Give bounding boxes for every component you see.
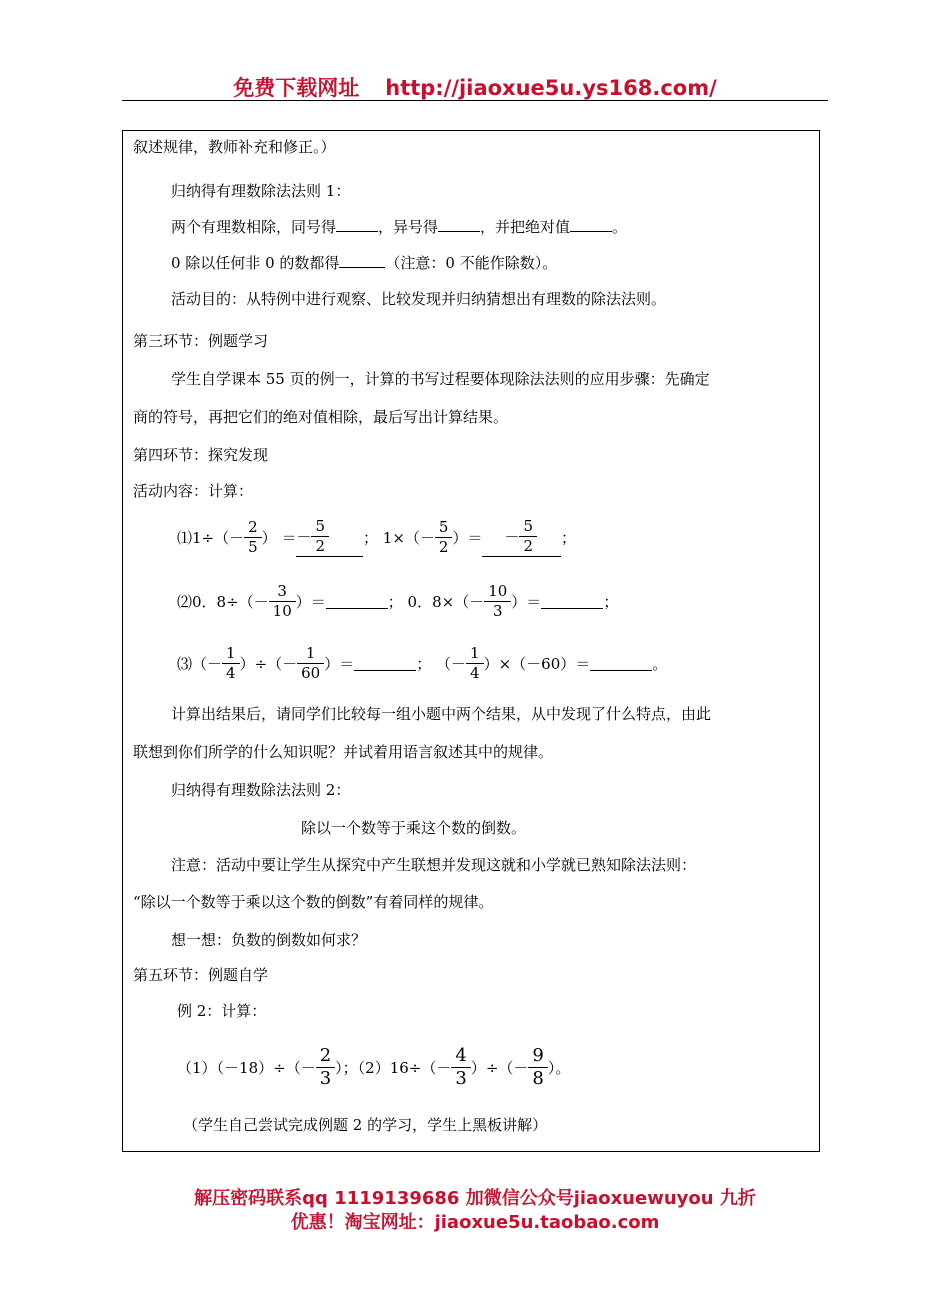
text-line: 叙述规律，教师补充和修正。）	[133, 138, 336, 156]
page-header	[0, 72, 950, 102]
answer-blank[interactable]	[326, 594, 388, 609]
header-url-link[interactable]: http://jiaoxue5u.ys168.com/	[385, 76, 717, 100]
fraction: $\frac{1}{60}$	[299, 644, 322, 683]
activity-purpose: 活动目的：从特例中进行观察、比较发现并归纳猜想出有理数的除法法则。	[171, 290, 667, 308]
answer-blank[interactable]	[590, 656, 652, 671]
fraction: $\frac{9}{8}$	[530, 1045, 545, 1090]
answer-blank[interactable]	[570, 217, 612, 232]
rule1-statement: 两个有理数相除，同号得 ，异号得 ，并把绝对值 。	[171, 218, 628, 236]
section-4-heading: 第四环节：探究发现	[133, 446, 269, 464]
fraction: $\frac{5}{2}$	[437, 518, 451, 557]
header-rule	[122, 100, 828, 101]
example-2-label: 例 2：计算：	[177, 1002, 267, 1020]
fraction: $\frac{2}{3}$	[318, 1045, 333, 1090]
text-line: 学生自学课本 55 页的例一，计算的书写过程要体现除法法则的应用步骤：先确定	[171, 370, 710, 388]
note-line: 注意：活动中要让学生从探究中产生联想并发现这就和小学就已熟知除法法则：	[171, 856, 697, 874]
fraction: $\frac{5}{2}$	[313, 517, 327, 556]
answer-blank[interactable]	[339, 253, 385, 268]
think-question: 想一想：负数的倒数如何求？	[171, 931, 367, 949]
text-line: 商的符号，再把它们的绝对值相除，最后写出计算结果。	[133, 408, 509, 426]
footer-contact: 解压密码联系qq 1119139686 加微信公众号jiaoxuewuyou 九折	[194, 1188, 756, 1209]
answer-blank[interactable]: － $\frac{5}{2}$	[296, 517, 363, 557]
answer-blank[interactable]	[354, 656, 416, 671]
header-label: 免费下载网址	[233, 76, 360, 100]
answer-blank[interactable]	[336, 217, 378, 232]
text-line: 计算出结果后，请同学们比较每一组小题中两个结果，从中发现了什么特点，由此	[171, 705, 712, 723]
text-line: 联想到你们所学的什么知识呢？并试着用语言叙述其中的规律。	[133, 743, 554, 761]
fraction: $\frac{10}{3}$	[486, 582, 509, 621]
activity-content: 活动内容：计算：	[133, 482, 254, 500]
section-5-heading: 第五环节：例题自学	[133, 966, 269, 984]
section-3-heading: 第三环节：例题学习	[133, 332, 269, 350]
fraction: $\frac{1}{4}$	[224, 644, 238, 683]
fraction: $\frac{3}{10}$	[271, 582, 294, 621]
exercise-row-3: ⑶（－ $\frac{1}{4}$ ）÷（－ $\frac{1}{60}$ ）＝ ； （－ $\frac{1}{4}$ ）×（－60）＝ 。	[177, 643, 668, 682]
text-line: “除以一个数等于乘以这个数的倒数”有着同样的规律。	[133, 893, 494, 911]
fraction: $\frac{2}{5}$	[246, 518, 260, 557]
zero-division-note: 0 除以任何非 0 的数都得 （注意：0 不能作除数）。	[171, 254, 558, 272]
rule1-heading: 归纳得有理数除法法则 1：	[171, 182, 351, 200]
example-2-expression: （1）（－18）÷（－ $\frac{2}{3}$ ）；（2）16÷（－ $\frac{4}{3}$ ）÷（－ $\frac{9}{8}$ ）。	[177, 1044, 571, 1089]
answer-blank[interactable]: － $\frac{5}{2}$	[482, 517, 561, 557]
answer-blank[interactable]	[541, 594, 603, 609]
text-line: （学生自己尝试完成例题 2 的学习，学生上黑板讲解）	[183, 1116, 548, 1134]
answer-blank[interactable]	[438, 217, 480, 232]
fraction: $\frac{1}{4}$	[468, 644, 482, 683]
fraction: $\frac{5}{2}$	[521, 517, 535, 556]
rule2-statement: 除以一个数等于乘这个数的倒数。	[301, 819, 527, 837]
rule2-heading: 归纳得有理数除法法则 2：	[171, 781, 351, 799]
exercise-row-1: ⑴1÷（－ $\frac{2}{5}$ ） ＝ － $\frac{5}{2}$ ； 1×（－ $\frac{5}{2}$ ）＝ － $\frac{5}{2}$ ；	[177, 517, 577, 556]
lesson-content-box	[122, 130, 820, 1152]
exercise-row-2: ⑵0．8÷（－ $\frac{3}{10}$ ）＝ ； 0．8×（－ $\frac{10}{3}$ ）＝ ；	[177, 581, 619, 620]
fraction: $\frac{4}{3}$	[453, 1045, 468, 1090]
footer-shop-link[interactable]: 优惠！淘宝网址：jiaoxue5u.taobao.com	[290, 1212, 660, 1233]
